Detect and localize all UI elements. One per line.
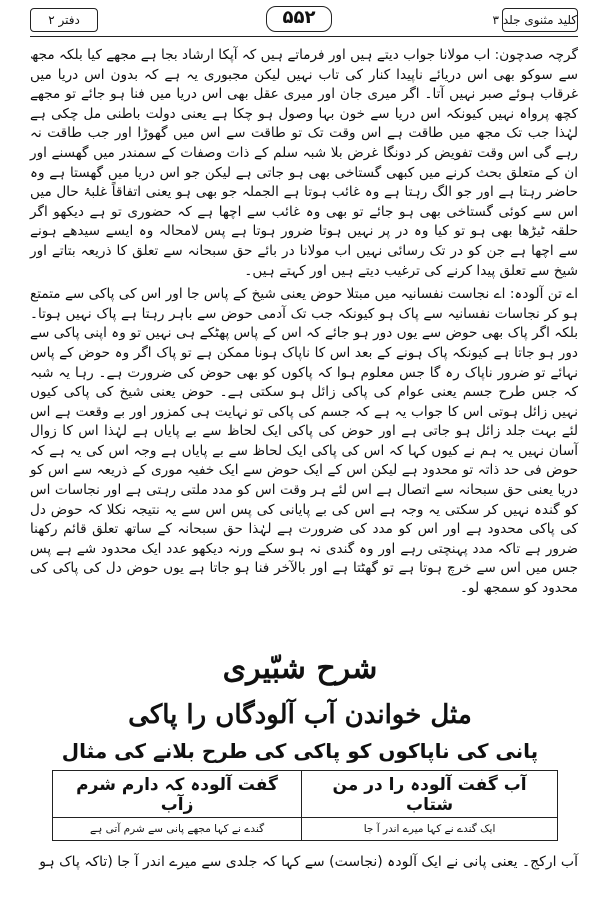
page-header [30, 6, 578, 38]
book-title-box: کلید مثنوی جلد ۳ [502, 8, 578, 32]
verse-cell: گفت آلودہ کہ دارم شرم زآب [53, 771, 302, 818]
paragraph: گرچہ صدچون: اب مولانا جواب دیتے ہیں اور فرماتے ہیں کہ آپکا ارشاد بجا ہے مجھے کیا بلکہ مجھ سے سوکو بھی اس دریائے ناپیدا کنار کی تاب نہیں لیکن مجبوری یہ ہے کہ بدون اس دریا میں غرقاب ہوئے صبر نہیں آتا۔ اگر میری جان اور میری عقل بھی اس دریا میں فنا ہو جائے تو مجھے کچھ پرواہ نہیں کیونکہ اس دریا سے خون بہا وصول ہو چکا ہے یعنی دولت باطنی مل چکی ہے لہٰذا جب تک مجھ میں طاقت ہے اس وقت تک تو طاقت سے اس میں گھوڑا اور جب طاقت نہ رہے گی اس وقت تفویض کر دونگا غرض بلا شبہ سلم کے ذات وصفات کے سمندر میں گھسنے اور ان کے متعلق بحث کرنے میں کبھی گستاخی بھی ہو جاتی ہے لیکن جو اس دریا میں گھستا ہے وہ حاضر رہتا ہے اور جو الگ رہتا ہے وہ غائب ہوتا ہے الجملہ جو بھی ہو یعنی اتفاقاً غلبۂ حال میں اس سے کوئی گستاخی بھی ہو جائے تو بھی وہ غائب سے اچھا ہے کہ حضوری تو ہے دیکھو اگر حلقہ ٹیڑھا بھی ہو تو کیا وہ در پر نہیں ہوتا ضرور ہوتا ہے پس لامحالہ وہ ایسے سیدھے ہونے سے اچھا ہے جن کو در تک رسائی نہیں اب مولانا در بائے حق سبحانہ سے تعلق کا ذریعہ بتاتے اور شیخ سے تعلق پیدا کرنے کی ترغیب دیتے ہیں اور کہتے ہیں۔ [30, 47, 578, 279]
header-rule [30, 36, 578, 37]
translation-cell: ایک گندے نے کہا میرے اندر آ جا [302, 818, 558, 841]
section-title: شرح شبّیری [222, 651, 378, 686]
verse-heading: مثل خواندن آب آلودگاں را پاکی [128, 700, 472, 730]
verse-cell: آب گفت آلودہ را در من شتاب [302, 771, 558, 818]
verse-row [53, 771, 558, 818]
verse-subtitle: پانی کی ناپاکوں کو پاکی کی طرح بلانے کی مثال [61, 739, 539, 763]
verse-table [52, 770, 558, 841]
commentary-body [30, 46, 578, 603]
translation-cell: گندے نے کہا مجھے پانی سے شرم آتی ہے [53, 818, 302, 841]
explanation-line: آب ارکج۔ یعنی پانی نے ایک آلودہ (نجاست) سے کہا کہ جلدی سے میرے اندر آ جا (تاکہ پاک ہو [39, 854, 578, 870]
volume-box: دفتر ۲ [30, 8, 98, 32]
page-number: ۵۵۲ [266, 6, 332, 32]
paragraph: اے تن آلودہ: اے نجاست نفسانیہ میں مبتلا حوض یعنی شیخ کے پاس جا اور اس کی پاکی سے متمتع ہو کر نجاسات نفسانیہ سے پاک ہو کیونکہ جب تک آدمی حوض سے باہر رہتا ہے پاک نہیں ہوتا۔ بلکہ اگر پاک بھی حوض سے یوں دور ہو جائے کہ اس کے پاس پھٹکے ہی نہیں تو وہ اپنی پاکی سے دور ہو جاتا ہے کیونکہ پاک ہونے کے بعد اس کا ناپاک ہونا ممکن ہے تو پاک اگر وہ حوض کے پاس نہائے تو ضرور ناپاک رہ گا جس معلوم ہوا کہ پاکوں کو بھی حوض کی ضرورت ہے۔ رہا یہ شبہ کہ جس طرح جسم یعنی عوام کی پاکی زائل ہو سکتی ہے۔ حوض یعنی شیخ کی پاکی کیوں نہیں زائل ہوتی اس کا جواب یہ ہے کہ جسم کی پاکی تو نہایت ہی کمزور اور بے وقعت ہے اس لئے بہت جلد زائل ہو جاتی ہے اور حوض کی پاکی ایک لحاظ سے بے پایاں ہے لہٰذا اس کا زوال آسان نہیں یہ ہم نے کیوں کہا کہ اس کی پاکی ایک لحاظ سے بے پایاں ہے وجہ اس کی یہ ہے کہ حوض فی حد ذاتہ تو محدود ہے لیکن اس کے ایک حوض سے ایک خفیہ موری کے ذریعہ سے اس کو دریا یعنی حق سبحانہ سے اتصال ہے اس لئے ہر وقت اس کو مدد ملتی رہتی ہے اور نجاسات اس کو گندہ نہیں کر سکتی یہ وجہ ہے اس کی بے پایانی کی پس اس سے یہ نتیجہ نکلا کہ حوض دل کی پاکی محدود ہے اور اس کو مدد کی ضرورت ہے لہٰذا حق سبحانہ کے ساتھ تعلق قائم رکھنا ضرور ہے تاکہ مدد پہنچتی رہے اور وہ گندی نہ ہو سکے ورنہ دیکھو عدد ایک محدود شے ہے پس جس میں اس سے خرچ ہوتا ہے تو گھٹتا ہے اور بالآخر فنا ہو جاتا ہے یوں حوض دل کی پاکی کی محدود کو سمجھ لو۔ [30, 286, 578, 597]
translation-row [53, 818, 558, 841]
